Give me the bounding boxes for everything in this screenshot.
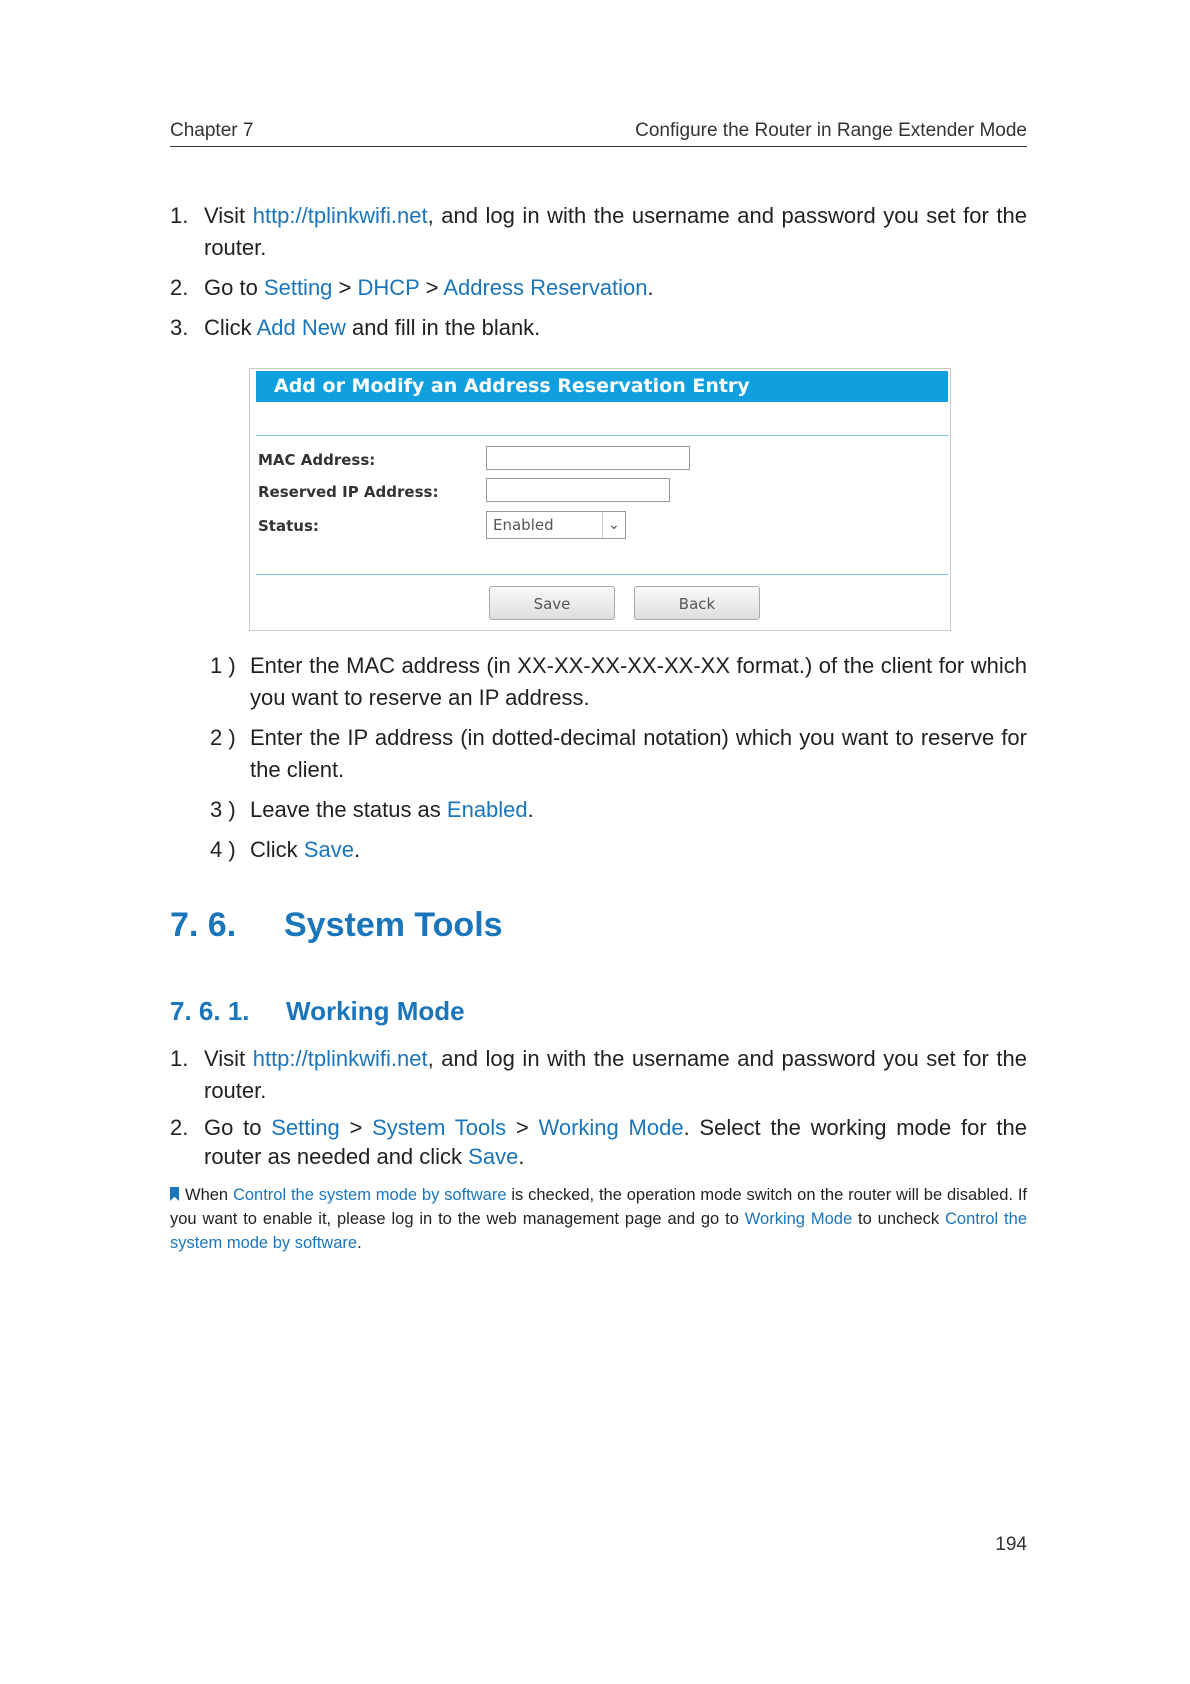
- divider: [256, 435, 948, 436]
- subsection-number: 7. 6. 1.: [170, 996, 250, 1026]
- working-mode-link[interactable]: Working Mode: [538, 1115, 684, 1140]
- subsection-title: Working Mode: [286, 996, 465, 1026]
- list-item: 2 ) Enter the IP address (in dotted-decimal notation) which you want to reserve for the client.: [210, 725, 1027, 782]
- list-item: 3. Click Add New and fill in the blank.: [170, 315, 541, 340]
- tplinkwifi-link[interactable]: http://tplinkwifi.net: [252, 1046, 428, 1071]
- address-reservation-panel: [249, 368, 951, 631]
- back-button[interactable]: Back: [634, 586, 760, 620]
- bookmark-icon: [170, 1187, 179, 1201]
- system-tools-link[interactable]: System Tools: [372, 1115, 507, 1140]
- list-item: 2. Go to Setting > System Tools > Working Mode. Select the working mode for the router as needed and click Save.: [170, 1115, 1028, 1169]
- list-item: 1 ) Enter the MAC address (in XX-XX-XX-XX-XX-XX format.) of the client for which you want to reserve an IP address.: [210, 653, 1027, 710]
- tplinkwifi-link[interactable]: http://tplinkwifi.net: [252, 203, 428, 228]
- divider: [256, 574, 948, 575]
- mac-address-input[interactable]: [486, 446, 690, 470]
- page-number: 194: [995, 1534, 1027, 1555]
- list-item: 1. Visit http://tplinkwifi.net, and log in with the username and password you set for the router.: [170, 1046, 1027, 1103]
- save-link: Save: [303, 837, 354, 862]
- list-item: 1. Visit http://tplinkwifi.net, and log in with the username and password you set for the router.: [170, 203, 1027, 260]
- setting-link[interactable]: Setting: [263, 275, 333, 300]
- note: When Control the system mode by software is checked, the operation mode switch on the router will be disabled. If you want to enable it, please log in to the web management page and go to Working Mode to uncheck Control the system mode by software.: [170, 1186, 1027, 1252]
- list-item: 3 ) Leave the status as Enabled.: [210, 797, 534, 822]
- section-title: System Tools: [284, 906, 503, 944]
- address-reservation-link[interactable]: Address Reservation: [443, 275, 648, 300]
- enabled-link: Enabled: [446, 797, 528, 822]
- setting-link[interactable]: Setting: [271, 1115, 340, 1140]
- status-value: Enabled: [493, 516, 554, 534]
- chapter-label: Chapter 7: [170, 120, 254, 141]
- reserved-ip-label: Reserved IP Address:: [258, 483, 439, 501]
- page-header: [170, 118, 1027, 147]
- list-item: 2. Go to Setting > DHCP > Address Reservation.: [170, 275, 654, 300]
- section-number: 7. 6.: [170, 906, 237, 944]
- chapter-title: Configure the Router in Range Extender Mode: [635, 120, 1027, 141]
- status-select[interactable]: [486, 511, 626, 539]
- chevron-down-icon: ⌄: [602, 512, 625, 538]
- save-link: Save: [468, 1144, 519, 1169]
- save-button[interactable]: Save: [489, 586, 615, 620]
- status-label: Status:: [258, 517, 319, 535]
- dhcp-link[interactable]: DHCP: [357, 275, 420, 300]
- mac-address-label: MAC Address:: [258, 451, 376, 469]
- add-new-link[interactable]: Add New: [256, 315, 346, 340]
- panel-title: Add or Modify an Address Reservation Entry: [256, 371, 948, 402]
- reserved-ip-input[interactable]: [486, 478, 670, 502]
- list-item: 4 ) Click Save.: [210, 837, 361, 862]
